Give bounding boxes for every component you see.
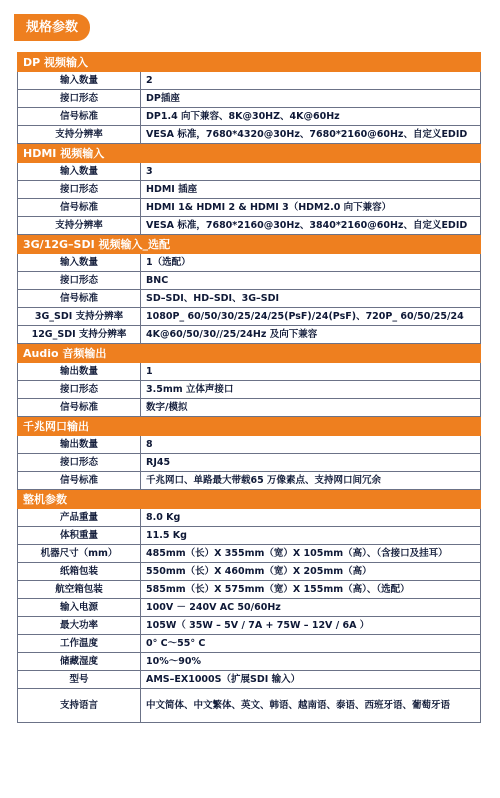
spec-value: 8.0 Kg: [141, 509, 481, 527]
spec-value: 千兆网口、单路最大带载65 万像素点、支持网口间冗余: [141, 472, 481, 490]
spec-value: 2: [141, 72, 481, 90]
spec-row: [18, 653, 481, 671]
spec-label: 接口形态: [18, 181, 141, 199]
spec-label: 航空箱包装: [18, 581, 141, 599]
spec-label: 3G_SDI 支持分辨率: [18, 308, 141, 326]
section-header: [18, 344, 481, 363]
section-header: [18, 53, 481, 72]
spec-value: 100V － 240V AC 50/60Hz: [141, 599, 481, 617]
spec-label: 工作温度: [18, 635, 141, 653]
section-header: [18, 235, 481, 254]
spec-label: 支持分辨率: [18, 217, 141, 235]
section-title: HDMI 视频输入: [18, 144, 481, 163]
section-title: 3G/12G–SDI 视频输入_选配: [18, 235, 481, 254]
section-title: Audio 音频输出: [18, 344, 481, 363]
spec-label: 输出数量: [18, 436, 141, 454]
spec-value: 数字/模拟: [141, 399, 481, 417]
spec-value: RJ45: [141, 454, 481, 472]
spec-label: 输入数量: [18, 163, 141, 181]
spec-row: [18, 617, 481, 635]
spec-value: 550mm（长）X 460mm（宽）X 205mm（高）: [141, 563, 481, 581]
spec-label: 信号标准: [18, 199, 141, 217]
spec-value: HDMI 插座: [141, 181, 481, 199]
spec-value: 8: [141, 436, 481, 454]
spec-value: 4K@60/50/30//25/24Hz 及向下兼容: [141, 326, 481, 344]
spec-row: [18, 671, 481, 689]
sheet-title: 规格参数: [14, 14, 90, 41]
spec-row: [18, 199, 481, 217]
spec-row: [18, 126, 481, 144]
spec-label: 输入数量: [18, 72, 141, 90]
spec-value: 1080P_ 60/50/30/25/24/25(PsF)/24(PsF)、720P_ 60/50/25/24: [141, 308, 481, 326]
spec-table-body: [18, 53, 481, 723]
section-header: [18, 144, 481, 163]
spec-table: [17, 52, 481, 723]
spec-value: 10%～90%: [141, 653, 481, 671]
spec-value: 585mm（长）X 575mm（宽）X 155mm（高）、（选配）: [141, 581, 481, 599]
spec-value: VESA 标准，7680*4320@30Hz、7680*2160@60Hz、自定义EDID: [141, 126, 481, 144]
spec-value: 105W（ 35W – 5V / 7A + 75W – 12V / 6A ）: [141, 617, 481, 635]
section-header: [18, 490, 481, 509]
spec-label: 储藏湿度: [18, 653, 141, 671]
spec-row: [18, 472, 481, 490]
spec-value: 0° C～55° C: [141, 635, 481, 653]
spec-row: [18, 254, 481, 272]
spec-value: 3.5mm 立体声接口: [141, 381, 481, 399]
spec-label: 接口形态: [18, 272, 141, 290]
section-header: [18, 417, 481, 436]
spec-row: [18, 581, 481, 599]
spec-label: 输出数量: [18, 363, 141, 381]
spec-row: [18, 509, 481, 527]
spec-row: [18, 363, 481, 381]
spec-row: [18, 599, 481, 617]
spec-label: 信号标准: [18, 108, 141, 126]
section-title: 千兆网口输出: [18, 417, 481, 436]
spec-label: 输入电源: [18, 599, 141, 617]
spec-row: [18, 290, 481, 308]
spec-value: SD–SDI、HD–SDI、3G–SDI: [141, 290, 481, 308]
spec-label: 产品重量: [18, 509, 141, 527]
spec-value: 1（选配）: [141, 254, 481, 272]
spec-row: [18, 381, 481, 399]
spec-value: BNC: [141, 272, 481, 290]
spec-row: [18, 272, 481, 290]
spec-value: AMS–EX1000S（扩展SDI 输入）: [141, 671, 481, 689]
spec-label: 接口形态: [18, 90, 141, 108]
spec-value: 3: [141, 163, 481, 181]
spec-row: [18, 72, 481, 90]
spec-row: [18, 527, 481, 545]
spec-row: [18, 436, 481, 454]
spec-value: 11.5 Kg: [141, 527, 481, 545]
spec-row: [18, 90, 481, 108]
spec-label: 12G_SDI 支持分辨率: [18, 326, 141, 344]
spec-row: [18, 308, 481, 326]
spec-value: DP插座: [141, 90, 481, 108]
spec-row: [18, 108, 481, 126]
spec-value: HDMI 1& HDMI 2 & HDMI 3（HDM2.0 向下兼容）: [141, 199, 481, 217]
spec-row: [18, 181, 481, 199]
spec-row: [18, 635, 481, 653]
spec-row: [18, 399, 481, 417]
spec-label: 信号标准: [18, 290, 141, 308]
spec-row: [18, 689, 481, 723]
spec-label: 接口形态: [18, 454, 141, 472]
spec-value: 1: [141, 363, 481, 381]
spec-value: VESA 标准，7680*2160@30Hz、3840*2160@60Hz、自定义EDID: [141, 217, 481, 235]
spec-row: [18, 563, 481, 581]
spec-value: DP1.4 向下兼容、8K@30HZ、4K@60Hz: [141, 108, 481, 126]
spec-label: 机器尺寸（mm）: [18, 545, 141, 563]
spec-label: 接口形态: [18, 381, 141, 399]
spec-label: 支持语言: [18, 689, 141, 723]
spec-label: 体积重量: [18, 527, 141, 545]
spec-label: 信号标准: [18, 472, 141, 490]
spec-row: [18, 545, 481, 563]
spec-label: 型号: [18, 671, 141, 689]
spec-row: [18, 454, 481, 472]
spec-row: [18, 326, 481, 344]
section-title: 整机参数: [18, 490, 481, 509]
section-title: DP 视频输入: [18, 53, 481, 72]
spec-row: [18, 217, 481, 235]
spec-label: 纸箱包装: [18, 563, 141, 581]
spec-value: 485mm（长）X 355mm（宽）X 105mm（高）、（含接口及挂耳）: [141, 545, 481, 563]
spec-row: [18, 163, 481, 181]
spec-value: 中文简体、中文繁体、英文、韩语、越南语、泰语、西班牙语、葡萄牙语: [141, 689, 481, 723]
spec-label: 信号标准: [18, 399, 141, 417]
spec-label: 输入数量: [18, 254, 141, 272]
spec-label: 最大功率: [18, 617, 141, 635]
spec-label: 支持分辨率: [18, 126, 141, 144]
